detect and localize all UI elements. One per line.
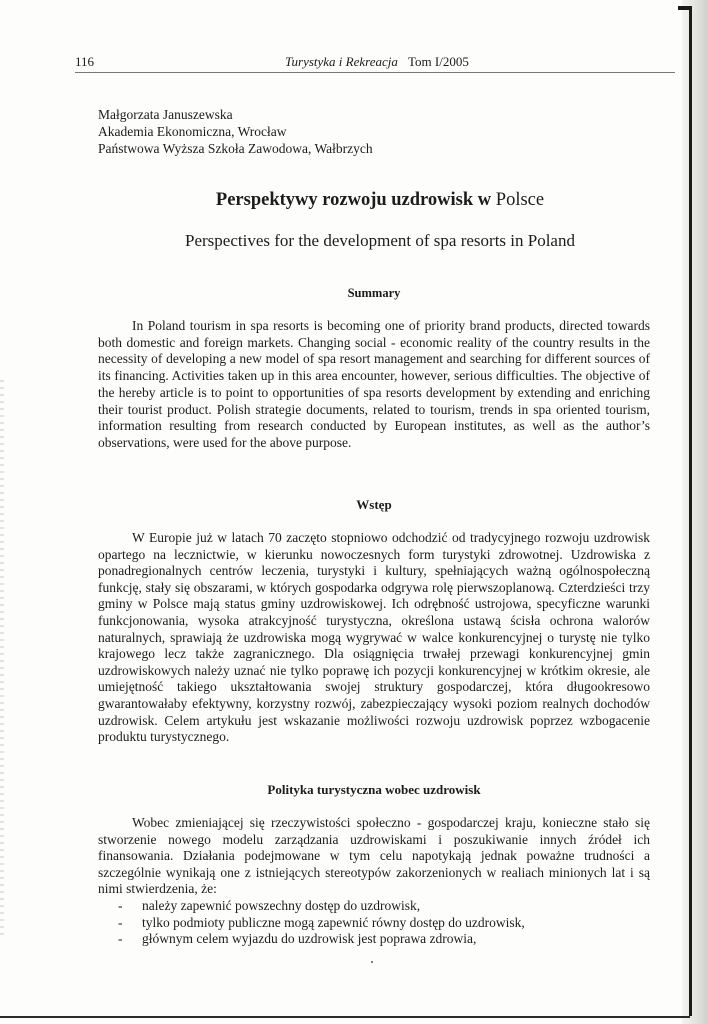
scan-binding-line bbox=[689, 8, 692, 1016]
list-item bbox=[118, 931, 658, 948]
list-item-text: należy zapewnić powszechny dostęp do uzdrowisk, bbox=[142, 898, 421, 913]
scan-left-edge-artifact bbox=[0, 380, 4, 940]
bullet-dash: - bbox=[118, 898, 123, 913]
article-title-bold: Perspektywy rozwoju uzdrowisk w bbox=[215, 190, 492, 210]
list-item-text: głównym celem wyjazdu do uzdrowisk jest poprawa zdrowia, bbox=[142, 931, 477, 947]
author-affiliation-2: Państwowa Wyższa Szkoła Zawodowa, Wałbrzych bbox=[98, 141, 373, 156]
scan-binding-cap bbox=[678, 6, 692, 10]
article-subtitle-english: Perspectives for the development of spa resorts in Poland bbox=[185, 231, 575, 250]
introduction-paragraph: W Europie już w latach 70 zaczęto stopniowo odchodzić od tradycyjnego rozwoju uzdrowisk opartego na lecznictwie, w kierunku nowoczesnych form turystyki zdrowotnej. Uzdrowiska z ponadregionalnych centrów leczenia, turystyki i kultury, spełniających ważną ogólnospołeczną funkcję, stały się obszarami, w których gospodarka odgrywa rolę pierwszoplanową. Czterdzieści trzy gminy w Polsce mają status gminy uzdrowiskowej. Ich odrębność ustrojowa, specyficzne warunki funkcjonowania, wysoka atrakcyjność turystyczna, określona ustawą ścisła ochrona walorów naturalnych, sprawiają że uzdrowiska mogą wygrywać w walce konkurencyjnej o turystę nie tylko krajowego lecz także zagranicznego. Dla osiągnięcia trwałej przewagi konkurencyjnej gmin uzdrowiskowych należy uznać nie tylko poprawę ich pozycji konkurencyjnej w krótkim okresie, ale umiejętność takiego ukształtowania swojej struktury gospodarczej, która długookresowo gwarantowałaby efektywny, korzystny rozwój, zabezpieczający wysoki poziom realnych dochodów uzdrowisk. Celem artykułu jest wskazanie możliwości rozwoju uzdrowisk poprzez wzbogacenie produktu turystycznego. bbox=[98, 530, 650, 745]
bullet-dash: - bbox=[118, 931, 123, 947]
article-title-rest: Polsce bbox=[495, 190, 545, 210]
scan-bottom-edge bbox=[0, 1016, 690, 1018]
author-block bbox=[98, 106, 638, 157]
summary-paragraph: In Poland tourism in spa resorts is becoming one of priority brand products, directed towards both domestic and foreign markets. Changing social - economic reality of the country results in the necessity of developing a new model of spa resort management and searching for different sources of its financing. Activities taken up in this area encounter, however, serious difficulties. The objective of the hereby article is to point to opportunities of spa resorts development by extending and enriching their tourist product. Polish strategie documents, related to tourism, trends in spa oriented tourism, information resulting from research conducted by European institutes, as well as the author’s observations, were used for the above purpose. bbox=[98, 318, 650, 450]
page-number: 116 bbox=[75, 54, 95, 69]
list-item-text: tylko podmioty publiczne mogą zapewnić równy dostęp do uzdrowisk, bbox=[142, 914, 525, 930]
bullet-dash: - bbox=[118, 914, 123, 930]
introduction-heading: Wstęp bbox=[356, 497, 392, 512]
summary-heading: Summary bbox=[347, 286, 401, 300]
list-item bbox=[118, 898, 658, 915]
scan-right-page-edge bbox=[682, 0, 708, 1024]
journal-name: Turystyka i Rekreacja bbox=[285, 54, 398, 69]
policy-bullet-list bbox=[118, 898, 658, 948]
author-affiliation-1: Akademia Ekonomiczna, Wrocław bbox=[98, 124, 287, 139]
author-name: Małgorzata Januszewska bbox=[98, 107, 233, 122]
article-title bbox=[100, 188, 660, 212]
scan-speck bbox=[371, 961, 373, 963]
running-header bbox=[75, 52, 675, 73]
policy-paragraph: Wobec zmieniającej się rzeczywistości społeczno - gospodarczej kraju, konieczne stało się stworzenie nowego modelu zarządzania uzdrowiskami i poszukiwanie innych źródeł ich finansowania. Działania podejmowane w tym celu napotykają jednak poważne trudności a szczególnie wynikają one z istniejących stereotypów zakorzenionych w realiach minionych lat i są nimi stwierdzenia, że: bbox=[98, 815, 650, 897]
list-item bbox=[118, 915, 658, 932]
volume-label: Tom I/2005 bbox=[408, 54, 469, 69]
policy-section-heading: Polityka turystyczna wobec uzdrowisk bbox=[267, 782, 481, 797]
